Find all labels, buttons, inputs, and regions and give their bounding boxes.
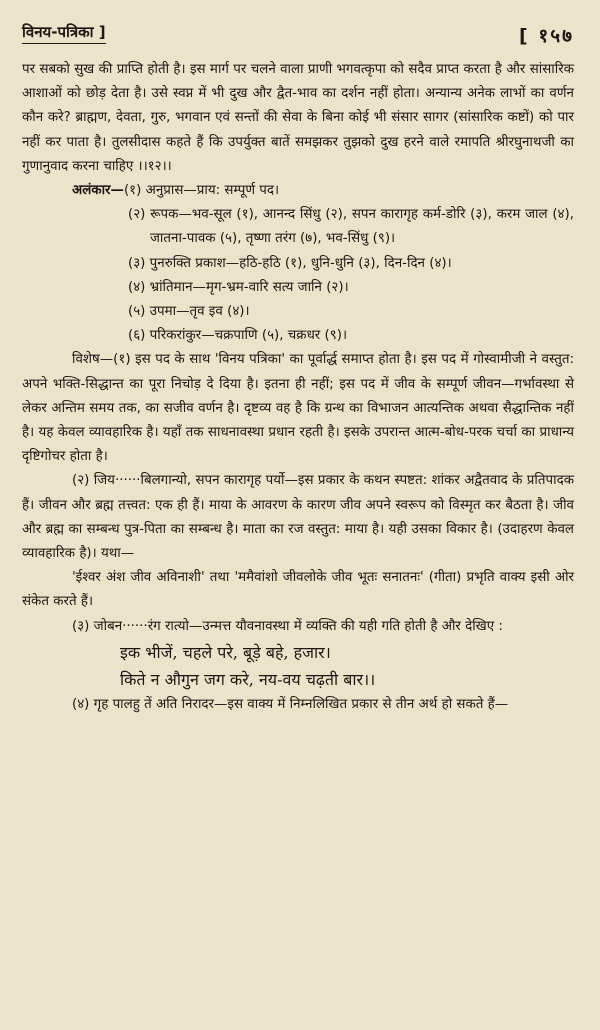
verse-line-1: इक भीजें, चहले परे, बूड़े बहे, हजार।	[120, 642, 331, 662]
alankar-label: अलंकार—	[72, 183, 124, 199]
page-body	[22, 58, 574, 717]
alankar-item-3: (३) पुनरुक्ति प्रकाश—हठि-हठि (१), धुनि-धुनि (३), दिन-दिन (४)।	[128, 255, 452, 271]
alankar-item-6: (६) परिकरांकुर—चक्रपाणि (५), चक्रधर (९)।	[128, 328, 348, 344]
vishesh-section	[22, 348, 574, 717]
alankar-item-1: (१) अनुप्रास—प्राय: सम्पूर्ण पद।	[123, 183, 280, 199]
page-header	[22, 22, 574, 58]
vishesh-paragraph-5: (४) गृह पालहु तें अति निरादर—इस वाक्य में निम्नलिखित प्रकार से तीन अर्थ हो सकते हैं—	[72, 696, 509, 712]
alankar-item-4: (४) भ्रांतिमान—मृग-भ्रम-वारि सत्य जानि (२)।	[128, 279, 349, 295]
running-title: विनय-पत्रिका ]	[22, 22, 106, 44]
alankar-item-5: (५) उपमा—तृव इव (४)।	[128, 304, 250, 320]
verse-line-2: किते न औगुन जग करे, नय-वय चढ़ती बार।।	[120, 669, 376, 689]
vishesh-paragraph-4: (३) जोबन······रंग रात्यो—उन्मत्त यौवनावस्था में व्यक्ति की यही गति होती है और देखिए :	[72, 618, 503, 634]
alankar-item-2: (२) रूपक—भव-सूल (१), आनन्द सिंधु (२), सपन कारागृह कर्म-डोरि (३), करम जाल (४), जातना-पावक (५), तृष्णा तरंग (७), भव-सिंधु (९)।	[128, 207, 574, 247]
vishesh-paragraph-2: (२) जिय······बिलगान्यो, सपन कारागृह पर्यो—इस प्रकार के कथन स्पष्टत: शांकर अद्वैतवाद के प्रतिपादक हैं। जीवन और ब्रह्म तत्त्वत: एक ही हैं। माया के आवरण के कारण जीव अपने स्वरूप को विस्मृत कर बैठता है। जीव और ब्रह्म का सम्बन्ध पुत्र-पिता का सम्बन्ध है। माता का रज वस्तुत: माया है। यही उसका विकार है। (उदाहरण केवल व्यावहारिक है)। यथा—	[22, 473, 574, 562]
alankar-line-1	[22, 179, 574, 203]
page-number: [ १५७	[519, 25, 574, 47]
vishesh-paragraph-1: विशेष—(१) इस पद के साथ 'विनय पत्रिका' का पूर्वार्द्ध समाप्त होता है। इस पद में गोस्वामीजी ने वस्तुत: अपने भक्ति-सिद्धान्त का पूरा निचोड़ दे दिया है। इतना ही नहीं; इस पद में जीव के सम्पूर्ण जीवन—गर्भावस्था से लेकर अन्तिम समय तक, का सजीव वर्णन है। दृष्टव्य वह है कि ग्रन्थ का विभाजन आत्यन्तिक अथवा सैद्धान्तिक नहीं है। यह केवल व्यावहारिक है। यहाँ तक साधनावस्था प्रधान रहती है। इसके उपरान्त आत्म-बोध-परक चर्चा का प्राधान्य दृष्टिगोचर होता है।	[22, 352, 574, 465]
vishesh-paragraph-3: 'ईश्वर अंश जीव अविनाशी' तथा 'ममैवांशो जीवलोके जीव भूतः सनातनः' (गीता) प्रभृति वाक्य इसी ओर संकेत करते हैं।	[22, 570, 574, 610]
doha-verse	[22, 639, 574, 693]
intro-paragraph: पर सबको सुख की प्राप्ति होती है। इस मार्ग पर चलने वाला प्राणी भगवत्कृपा को सदैव प्राप्त करता है और सांसारिक आशाओं को छोड़ देता है। उसे स्वप्न में भी दुख और द्वैत-भाव का दर्शन नहीं होता। अन्यान्य अनेक लाभों का वर्णन कौन करे? ब्राह्मण, देवता, गुरु, भगवान एवं सन्तों की सेवा के बिना कोई भी संसार सागर (सांसारिक कष्टों) को पार नहीं कर पाता है। तुलसीदास कहते हैं कि उपर्युक्त बातें समझकर तुझको दुख हरने वाले रमापति श्रीरघुनाथजी का गुणानुवाद करना चाहिए ।।१२।।	[22, 62, 574, 174]
alankar-section	[22, 179, 574, 348]
